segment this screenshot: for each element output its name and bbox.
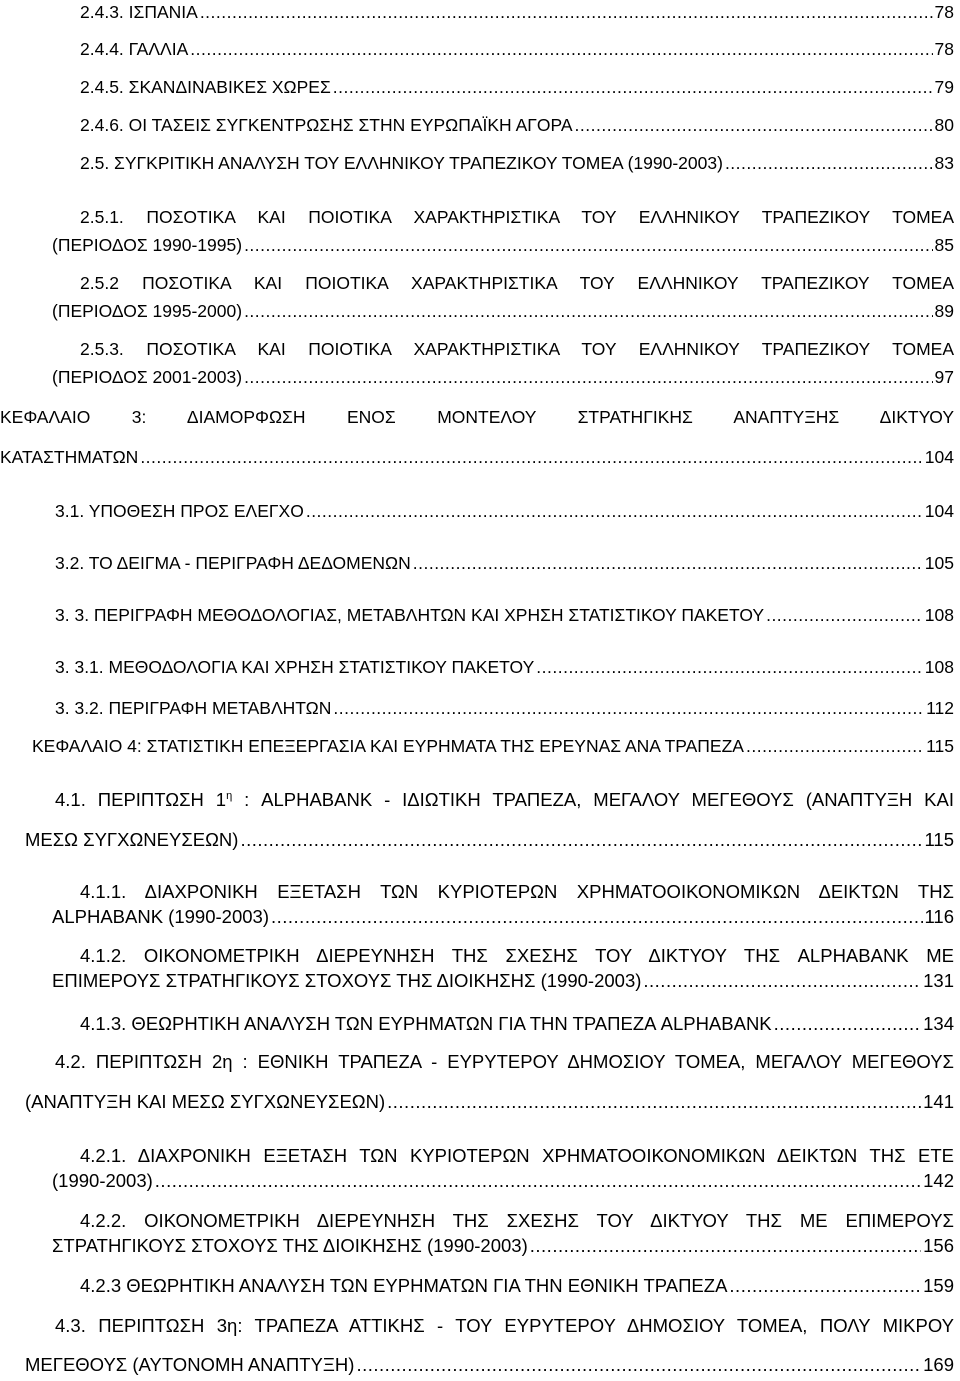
dot-leader xyxy=(725,152,933,174)
entry-title: 2.4.3. ΙΣΠΑΝΙΑ xyxy=(80,2,198,22)
page-number: 89 xyxy=(934,301,954,321)
dot-leader xyxy=(200,1,933,23)
entry-title: 2.5.1. ΠΟΣΟΤΙΚΑ ΚΑΙ ΠΟΙΟΤΙΚΑ ΧΑΡΑΚΤΗΡΙΣΤΙΚΑ ΤΟΥ ΕΛΛΗΝΙΚΟΥ ΤΡΑΠΕΖΙΚΟΥ ΤΟΜΕΑ xyxy=(80,207,954,227)
toc-entry[interactable] xyxy=(55,552,954,574)
entry-title: 4.1.3. ΘΕΩΡΗΤΙΚΗ ΑΝΑΛΥΣΗ ΤΩΝ ΕΥΡΗΜΑΤΩΝ ΓΙΑ ΤΗΝ ΤΡΑΠΕΖΑ ALPHABANK xyxy=(80,1013,772,1034)
page-number: 104 xyxy=(924,501,954,521)
toc-entry[interactable] xyxy=(55,500,954,522)
entry-title: 2.5.3. ΠΟΣΟΤΙΚΑ ΚΑΙ ΠΟΙΟΤΙΚΑ ΧΑΡΑΚΤΗΡΙΣΤΙΚΑ ΤΟΥ ΕΛΛΗΝΙΚΟΥ ΤΡΑΠΕΖΙΚΟΥ ΤΟΜΕΑ xyxy=(80,339,954,359)
dot-leader xyxy=(155,1170,921,1192)
toc-entry[interactable] xyxy=(80,1013,954,1035)
page-number: 141 xyxy=(923,1091,954,1112)
page-number: 142 xyxy=(923,1170,954,1191)
entry-title: 3. 3.2. ΠΕΡΙΓΡΑΦΗ ΜΕΤΑΒΛΗΤΩΝ xyxy=(55,698,332,718)
page-number: 79 xyxy=(934,77,954,97)
dot-leader xyxy=(306,500,923,522)
page-number: 78 xyxy=(934,2,954,22)
entry-title: 4.1.2. ΟΙΚΟΝΟΜΕΤΡΙΚΗ ΔΙΕΡΕΥΝΗΣΗ ΤΗΣ ΣΧΕΣΗΣ ΤΟΥ ΔΙΚΤΥΟΥ ΤΗΣ ALPHABANK ΜΕ xyxy=(80,945,954,966)
dot-leader xyxy=(333,697,924,719)
toc-entry[interactable] xyxy=(55,789,954,811)
toc-entry[interactable] xyxy=(80,38,954,60)
toc-entry[interactable] xyxy=(80,338,954,360)
toc-entry[interactable] xyxy=(0,406,954,428)
dot-leader xyxy=(271,906,923,928)
entry-title: 3.1. ΥΠΟΘΕΣΗ ΠΡΟΣ ΕΛΕΓΧΟ xyxy=(55,501,304,521)
entry-title: 4.2.3 ΘΕΩΡΗΤΙΚΗ ΑΝΑΛΥΣΗ ΤΩΝ ΕΥΡΗΜΑΤΩΝ ΓΙΑ ΤΗΝ ΕΘΝΙΚΗ ΤΡΑΠΕΖΑ xyxy=(80,1275,728,1296)
entry-title-line2: ΣΤΡΑΤΗΓΙΚΟΥΣ ΣΤΟΧΟΥΣ ΤΗΣ ΔΙΟΙΚΗΣΗΣ (1990-2003) xyxy=(52,1235,528,1256)
dot-leader xyxy=(140,446,922,468)
page-number: 131 xyxy=(923,970,954,991)
toc-entry[interactable] xyxy=(80,1275,954,1297)
dot-leader xyxy=(530,1235,921,1257)
dot-leader xyxy=(643,970,921,992)
page-number: 116 xyxy=(924,906,954,927)
page-number: 115 xyxy=(926,736,954,756)
entry-title-line2: ΜΕΣΩ ΣΥΓΧΩΝΕΥΣΕΩΝ) xyxy=(25,829,239,850)
page-number: 159 xyxy=(923,1275,954,1296)
toc-entry-continued[interactable] xyxy=(25,1354,954,1376)
dot-leader xyxy=(536,656,923,678)
entry-title: ΚΕΦΑΛΑΙΟ 3: ΔΙΑΜΟΡΦΩΣΗ ΕΝΟΣ ΜΟΝΤΕΛΟΥ ΣΤΡΑΤΗΓΙΚΗΣ ΑΝΑΠΤΥΞΗΣ ΔΙΚΤΥΟΥ xyxy=(0,407,954,427)
toc-entry[interactable] xyxy=(55,1315,954,1337)
entry-title-line1 xyxy=(80,206,954,228)
toc-entry[interactable] xyxy=(55,697,954,719)
page-number: 83 xyxy=(934,153,954,173)
toc-entry-continued[interactable] xyxy=(25,1091,954,1113)
toc-entry[interactable] xyxy=(80,152,954,174)
entry-title: 4.2. ΠΕΡΙΠΤΩΣΗ 2η : ΕΘΝΙΚΗ ΤΡΑΠΕΖΑ - ΕΥΡΥΤΕΡΟΥ ΔΗΜΟΣΙΟΥ ΤΟΜΕΑ, ΜΕΓΑΛΟΥ ΜΕΓΕΘΟΥΣ xyxy=(55,1051,954,1072)
entry-title: 2.4.5. ΣΚΑΝΔΙΝΑΒΙΚΕΣ ΧΩΡΕΣ xyxy=(80,77,331,97)
page-number: 80 xyxy=(934,115,954,135)
page-number: 115 xyxy=(924,829,954,850)
dot-leader xyxy=(575,114,933,136)
toc-entry-continued[interactable] xyxy=(52,970,954,992)
toc-entry[interactable] xyxy=(80,1210,954,1232)
entry-title: 2.5. ΣΥΓΚΡΙΤΙΚΗ ΑΝΑΛΥΣΗ ΤΟΥ ΕΛΛΗΝΙΚΟΥ ΤΡΑΠΕΖΙΚΟΥ ΤΟΜΕΑ (1990-2003) xyxy=(80,153,723,173)
entry-title: 3.2. ΤΟ ΔΕΙΓΜΑ - ΠΕΡΙΓΡΑΦΗ ΔΕΔΟΜΕΝΩΝ xyxy=(55,553,411,573)
page-number: 108 xyxy=(924,605,954,625)
entry-title: 4.1.1. ΔΙΑΧΡΟΝΙΚΗ ΕΞΕΤΑΣΗ ΤΩΝ ΚΥΡΙΟΤΕΡΩΝ ΧΡΗΜΑΤΟΟΙΚΟΝΟΜΙΚΩΝ ΔΕΙΚΤΩΝ ΤΗΣ xyxy=(80,881,954,902)
entry-title-line2: (1990-2003) xyxy=(52,1170,153,1191)
dot-leader xyxy=(244,300,932,322)
toc-entry[interactable] xyxy=(55,604,954,626)
page-number: 104 xyxy=(924,447,954,467)
page-number: 97 xyxy=(934,367,954,387)
dot-leader xyxy=(774,1013,921,1035)
toc-entry-continued[interactable] xyxy=(52,906,954,928)
entry-title: 4.3. ΠΕΡΙΠΤΩΣΗ 3η: ΤΡΑΠΕΖΑ ΑΤΤΙΚΗΣ - ΤΟΥ ΕΥΡΥΤΕΡΟΥ ΔΗΜΟΣΙΟΥ ΤΟΜΕΑ, ΠΟΛΥ ΜΙΚΡΟΥ xyxy=(55,1315,954,1336)
toc-entry-continued[interactable] xyxy=(52,234,954,256)
toc-entry-continued[interactable] xyxy=(52,366,954,388)
dot-leader xyxy=(729,1275,921,1297)
entry-title-line2: (ΠΕΡΙΟΔΟΣ 1995-2000) xyxy=(52,301,243,321)
toc-entry[interactable] xyxy=(80,1145,954,1167)
entry-title-line2: ΜΕΓΕΘΟΥΣ (ΑΥΤΟΝΟΜΗ ΑΝΑΠΤΥΞΗ) xyxy=(25,1354,355,1375)
page-number: 112 xyxy=(926,698,954,718)
dot-leader xyxy=(240,829,922,851)
toc-entry-continued[interactable] xyxy=(52,1235,954,1257)
toc-entry[interactable] xyxy=(80,1,954,23)
toc-entry[interactable] xyxy=(32,735,954,757)
toc-entry[interactable] xyxy=(80,881,954,903)
entry-title: 2.4.6. ΟΙ ΤΑΣΕΙΣ ΣΥΓΚΕΝΤΡΩΣΗΣ ΣΤΗΝ ΕΥΡΩΠΑΪΚΗ ΑΓΟΡΑ xyxy=(80,115,573,135)
ordinal-superscript: η xyxy=(226,790,233,802)
toc-entry[interactable] xyxy=(80,76,954,98)
dot-leader xyxy=(190,38,932,60)
page-number: 134 xyxy=(923,1013,954,1034)
page-number: 108 xyxy=(924,657,954,677)
page-number: 156 xyxy=(923,1235,954,1256)
entry-title: ΚΕΦΑΛΑΙΟ 4: ΣΤΑΤΙΣΤΙΚΗ ΕΠΕΞΕΡΓΑΣΙΑ ΚΑΙ ΕΥΡΗΜΑΤΑ ΤΗΣ ΕΡΕΥΝΑΣ ΑΝΑ ΤΡΑΠΕΖΑ xyxy=(32,736,744,756)
dot-leader xyxy=(333,76,933,98)
toc-entry-continued[interactable] xyxy=(52,300,954,322)
toc-entry[interactable] xyxy=(80,945,954,967)
page-number: 105 xyxy=(924,553,954,573)
page-number: 169 xyxy=(923,1354,954,1375)
page-number: 78 xyxy=(934,39,954,59)
entry-title: 2.4.4. ΓΑΛΛΙΑ xyxy=(80,39,189,59)
entry-title: 4.2.2. ΟΙΚΟΝΟΜΕΤΡΙΚΗ ΔΙΕΡΕΥΝΗΣΗ ΤΗΣ ΣΧΕΣΗΣ ΤΟΥ ΔΙΚΤΥΟΥ ΤΗΣ ΜΕ ΕΠΙΜΕΡΟΥΣ xyxy=(80,1210,954,1231)
entry-title: 4.1. ΠΕΡΙΠΤΩΣΗ $1^\eta$ : ALPHABANK - ΙΔΙΩΤΙΚΗ ΤΡΑΠΕΖΑ, ΜΕΓΑΛΟΥ ΜΕΓΕΘΟΥΣ (ΑΝΑΠΤΥΞΗ ΚΑΙ xyxy=(55,789,954,810)
dot-leader xyxy=(356,1354,921,1376)
entry-title-line2: (ΠΕΡΙΟΔΟΣ 1990-1995) xyxy=(52,235,243,255)
entry-title: 3. 3. ΠΕΡΙΓΡΑΦΗ ΜΕΘΟΔΟΛΟΓΙΑΣ, ΜΕΤΑΒΛΗΤΩΝ ΚΑΙ ΧΡΗΣΗ ΣΤΑΤΙΣΤΙΚΟΥ ΠΑΚΕΤΟΥ xyxy=(55,605,765,625)
entry-title-line2: ALPHABANK (1990-2003) xyxy=(52,906,269,927)
entry-title-line2: ΚΑΤΑΣΤΗΜΑΤΩΝ xyxy=(0,447,139,467)
dot-leader xyxy=(387,1091,921,1113)
entry-title: 4.2.1. ΔΙΑΧΡΟΝΙΚΗ ΕΞΕΤΑΣΗ ΤΩΝ ΚΥΡΙΟΤΕΡΩΝ ΧΡΗΜΑΤΟΟΙΚΟΝΟΜΙΚΩΝ ΔΕΙΚΤΩΝ ΤΗΣ ΕΤΕ xyxy=(80,1145,954,1166)
toc-entry-continued[interactable] xyxy=(25,829,954,851)
entry-title-line2: (ΠΕΡΙΟΔΟΣ 2001-2003) xyxy=(52,367,243,387)
toc-entry[interactable] xyxy=(80,272,954,294)
entry-title: 2.5.2 ΠΟΣΟΤΙΚΑ ΚΑΙ ΠΟΙΟΤΙΚΑ ΧΑΡΑΚΤΗΡΙΣΤΙΚΑ ΤΟΥ ΕΛΛΗΝΙΚΟΥ ΤΡΑΠΕΖΙΚΟΥ ΤΟΜΕΑ xyxy=(80,273,954,293)
dot-leader xyxy=(766,604,923,626)
dot-leader xyxy=(244,234,932,256)
dot-leader xyxy=(413,552,923,574)
toc-entry-continued[interactable] xyxy=(52,1170,954,1192)
dot-leader xyxy=(746,735,924,757)
toc-entry-continued[interactable] xyxy=(0,446,954,468)
entry-title-line2: ΕΠΙΜΕΡΟΥΣ ΣΤΡΑΤΗΓΙΚΟΥΣ ΣΤΟΧΟΥΣ ΤΗΣ ΔΙΟΙΚΗΣΗΣ (1990-2003) xyxy=(52,970,642,991)
toc-entry[interactable] xyxy=(80,114,954,136)
entry-title-line2: (ΑΝΑΠΤΥΞΗ ΚΑΙ ΜΕΣΩ ΣΥΓΧΩΝΕΥΣΕΩΝ) xyxy=(25,1091,386,1112)
toc-entry[interactable] xyxy=(55,1051,954,1073)
toc-entry[interactable] xyxy=(80,206,954,228)
dot-leader xyxy=(244,366,932,388)
toc-entry[interactable] xyxy=(55,656,954,678)
page-number: 85 xyxy=(934,235,954,255)
entry-title: 3. 3.1. ΜΕΘΟΔΟΛΟΓΙΑ ΚΑΙ ΧΡΗΣΗ ΣΤΑΤΙΣΤΙΚΟΥ ΠΑΚΕΤΟΥ xyxy=(55,657,535,677)
